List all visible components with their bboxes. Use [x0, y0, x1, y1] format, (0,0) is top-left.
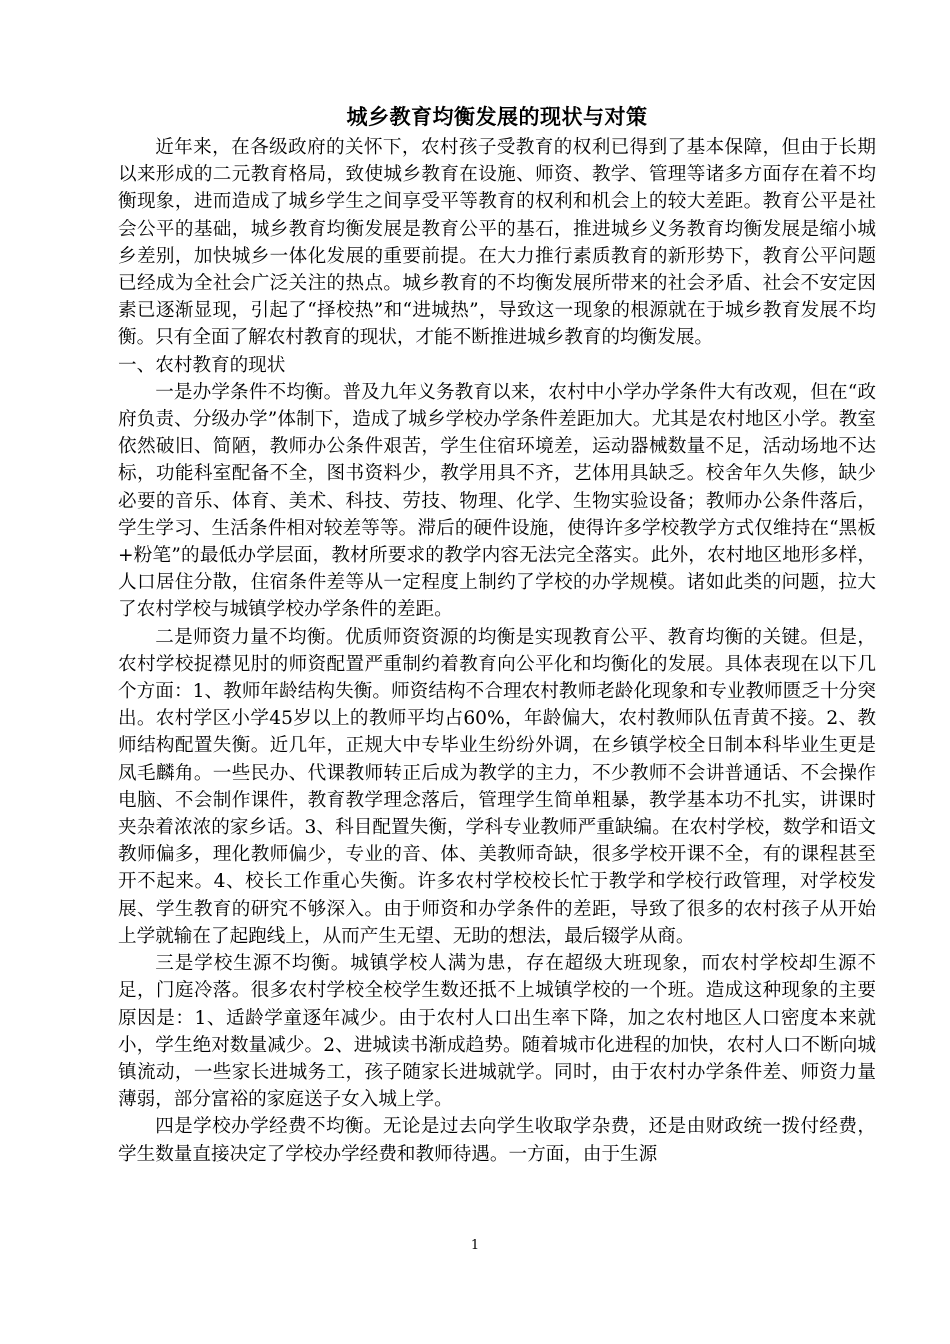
document-title: 城乡教育均衡发展的现状与对策 [346, 104, 648, 129]
section-heading: 一、农村教育的现状 [118, 354, 286, 376]
intro-paragraph: 近年来，在各级政府的关怀下，农村孩子受教育的权利已得到了基本保障，但由于长期以来形成的二元教育格局，致使城乡教育在设施、师资、教学、管理等诸多方面存在着不均衡现象，进而造成了城乡学生之间享受平等教育的权利和机会上的较大差距。教育公平是社会公平的基础，城乡教育均衡发展是教育公平的基石，推进城乡义务教育均衡发展是缩小城乡差别，加快城乡一体化发展的重要前提。在大力推行素质教育的新形势下，教育公平问题已经成为全社会广泛关注的热点。城乡教育的不均衡发展所带来的社会矛盾、社会不安定因素已逐渐显现，引起了“择校热”和“进城热”，导致这一现象的根源就在于城乡教育发展不均衡。只有全面了解农村教育的现状，才能不断推进城乡教育的均衡发展。 [118, 137, 876, 349]
paragraph-students: 三是学校生源不均衡。城镇学校人满为患，存在超级大班现象，而农村学校却生源不足，门庭冷落。很多农村学校全校学生数还抵不上城镇学校的一个班。造成这种现象的主要原因是：1、适龄学童逐年减少。由于农村人口出生率下降，加之农村地区人口密度本来就小，学生绝对数量减少。2、进城读书渐成趋势。随着城市化进程的加快，农村人口不断向城镇流动，一些家长进城务工，孩子随家长进城就学。同时，由于农村办学条件差、师资力量薄弱，部分富裕的家庭送子女入城上学。 [118, 953, 876, 1111]
paragraph-funding: 四是学校办学经费不均衡。无论是过去向学生收取学杂费，还是由财政统一拨付经费，学生数量直接决定了学校办学经费和教师待遇。一方面，由于生源 [118, 1116, 876, 1165]
document-page [118, 100, 876, 1168]
paragraph-teachers: 二是师资力量不均衡。优质师资资源的均衡是实现教育公平、教育均衡的关键。但是，农村学校捉襟见肘的师资配置严重制约着教育向公平化和均衡化的发展。具体表现在以下几个方面：1、教师年龄结构失衡。师资结构不合理农村教师老龄化现象和专业教师匮乏十分突出。农村学区小学45岁以上的教师平均占60%，年龄偏大，农村教师队伍青黄不接。2、教师结构配置失衡。近几年，正规大中专毕业生纷纷外调，在乡镇学校全日制本科毕业生更是凤毛麟角。一些民办、代课教师转正后成为教学的主力，不少教师不会讲普通话、不会操作电脑、不会制作课件，教育教学理念落后，管理学生简单粗暴，教学基本功不扎实，讲课时夹杂着浓浓的家乡话。3、科目配置失衡，学科专业教师严重缺编。在农村学校，数学和语文教师偏多，理化教师偏少，专业的音、体、美教师奇缺，很多学校开课不全，有的课程甚至开不起来。4、校长工作重心失衡。许多农村学校校长忙于教学和学校行政管理，对学校发展、学生教育的研究不够深入。由于师资和办学条件的差距，导致了很多的农村孩子从开始上学就输在了起跑线上，从而产生无望、无助的想法，最后辍学从商。 [118, 626, 876, 947]
paragraph-facilities: 一是办学条件不均衡。普及九年义务教育以来，农村中小学办学条件大有改观，但在“政府负责、分级办学”体制下，造成了城乡学校办学条件差距加大。尤其是农村地区小学。教室依然破旧、简陋，教师办公条件艰苦，学生住宿环境差，运动器械数量不足，活动场地不达标，功能科室配备不全，图书资料少，教学用具不齐，艺体用具缺乏。校舍年久失修，缺少必要的音乐、体育、美术、科技、劳技、物理、化学、生物实验设备；教师办公条件落后，学生学习、生活条件相对较差等等。滞后的硬件设施，使得许多学校教学方式仅维持在“黑板+粉笔”的最低办学层面，教材所要求的教学内容无法完全落实。此外，农村地区地形多样，人口居住分散，住宿条件差等从一定程度上制约了学校的办学规模。诸如此类的问题，拉大了农村学校与城镇学校办学条件的差距。 [118, 381, 876, 621]
page-number: 1 [470, 1238, 480, 1253]
